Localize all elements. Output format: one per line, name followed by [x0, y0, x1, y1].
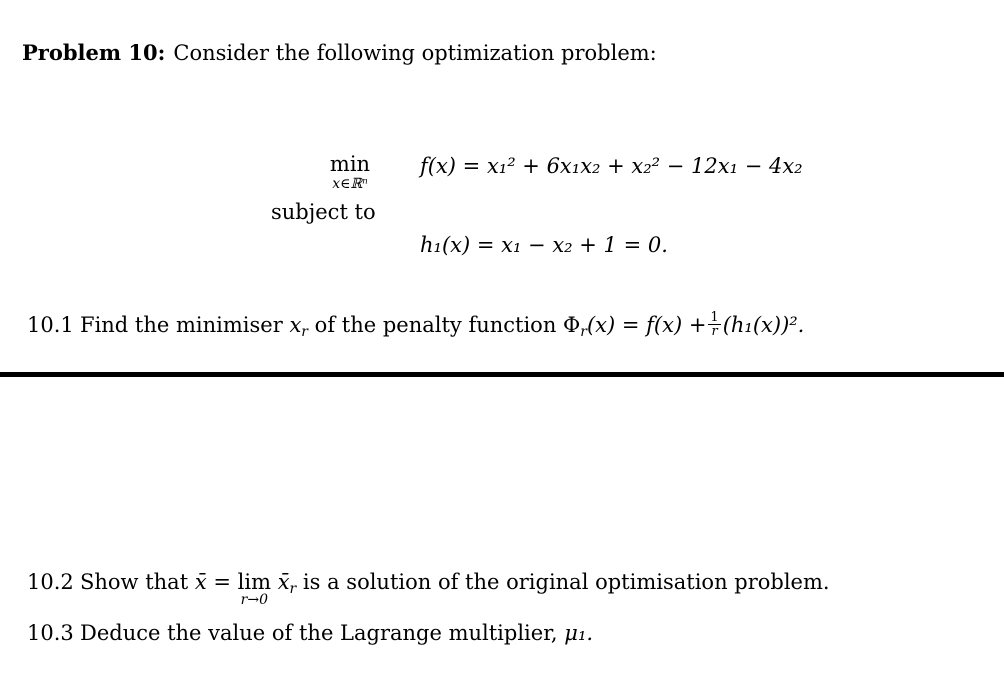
min-domain: x∈ℝⁿ — [332, 176, 368, 192]
question-text: Deduce the value of the Lagrange multiplier, — [80, 621, 558, 645]
question-10-3 — [27, 621, 593, 645]
question-text-after: is a solution of the original optimisation problem. — [302, 570, 830, 594]
question-10-1 — [27, 310, 805, 340]
section-divider — [0, 372, 1004, 377]
min-word: min — [329, 152, 371, 176]
question-number: 10.1 — [27, 313, 74, 337]
min-operator — [327, 154, 373, 192]
minimiser-symbol: $x_r$ — [289, 313, 308, 340]
question-text: Show that — [80, 570, 189, 594]
problem-intro: Consider the following optimization problem: — [173, 41, 657, 65]
limit-lhs: x̄ = — [194, 570, 231, 594]
question-10-2 — [27, 570, 830, 608]
objective-function: f(x) = x₁² + 6x₁x₂ + x₂² − 12x₁ − 4x₂ — [420, 154, 803, 178]
problem-heading — [22, 42, 657, 64]
problem-label: Problem 10: — [22, 40, 166, 65]
lagrange-multiplier-symbol: μ₁. — [564, 621, 594, 645]
question-text-mid: of the penalty function — [314, 313, 557, 337]
question-text: Find the minimiser — [80, 313, 283, 337]
penalty-function: $\Phi_r(x) = f(x)$ + $\frac{1}{r}$ (h₁(x))². — [563, 310, 805, 340]
question-number: 10.2 — [27, 570, 74, 594]
limit-operator: lim r→0 — [237, 570, 271, 608]
limit-rhs: $x̄_r$ — [277, 570, 297, 597]
subject-to-label: subject to — [271, 200, 376, 224]
equality-constraint: h₁(x) = x₁ − x₂ + 1 = 0. — [420, 233, 668, 257]
penalty-fraction: $\frac{1}{r}$ — [710, 310, 719, 339]
question-number: 10.3 — [27, 621, 74, 645]
